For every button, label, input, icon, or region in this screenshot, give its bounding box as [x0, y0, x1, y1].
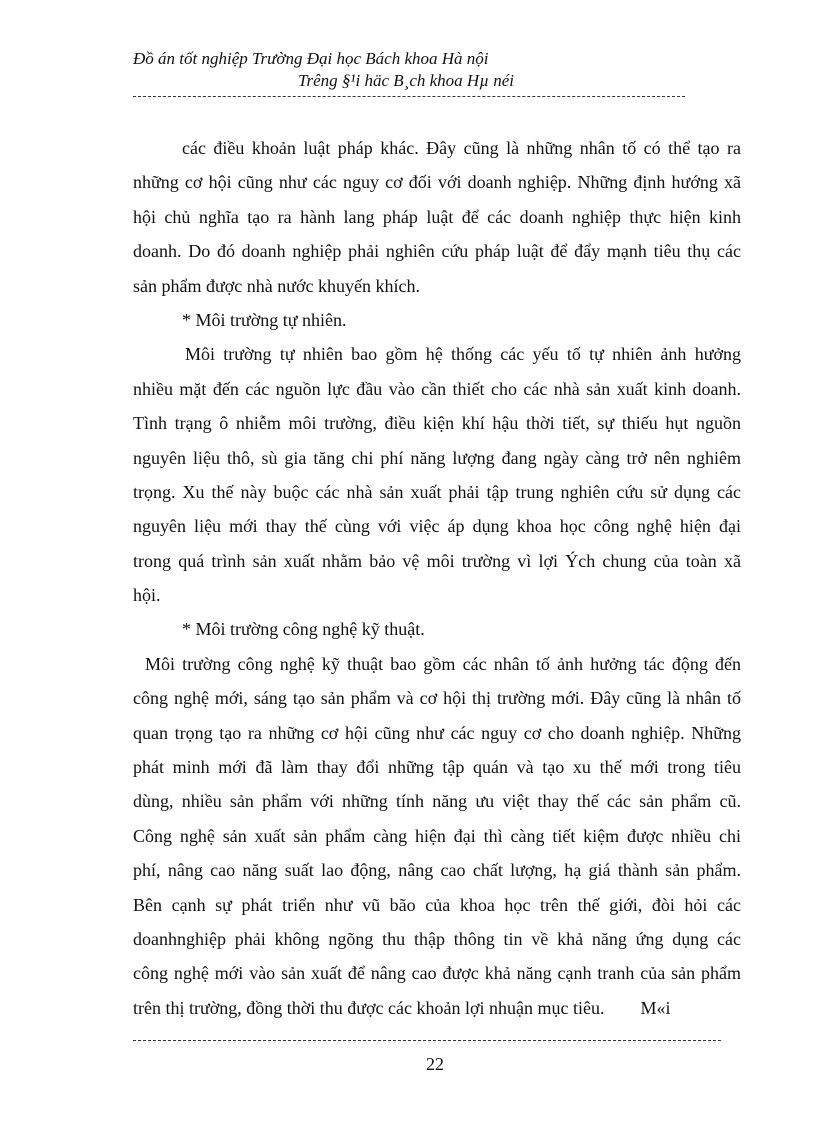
header-title-garbled: Trêng §¹i häc B¸ch khoa Hµ néi [298, 71, 515, 90]
text-line: Môi trường tự nhiên bao gồm hệ thống các yếu tố tự nhiên ảnh hưởng [185, 344, 741, 365]
text-line: phí, nâng cao năng suất lao động, nâng cao chất lượng, hạ giá thành sản phẩm. [133, 860, 741, 881]
text-line: sản phẩm được nhà nước khuyến khích. [133, 275, 420, 296]
text-line: công nghệ mới vào sản xuất để nâng cao được khả năng cạnh tranh của sản phẩm [133, 963, 741, 984]
text-line: công nghệ mới, sáng tạo sản phẩm và cơ hội thị trường mới. Đây cũng là nhân tố [133, 688, 741, 709]
text-line: nguyên liệu mới thay thế cùng với việc áp dụng khoa học công nghệ hiện đại [133, 516, 741, 537]
text-line: doanh. Do đó doanh nghiệp phải nghiên cứu pháp luật để đẩy mạnh tiêu thụ các [133, 241, 741, 262]
section-heading: * Môi trường tự nhiên. [182, 309, 347, 330]
text-line: Tình trạng ô nhiễm môi trường, điều kiện khí hậu thời tiết, sự thiếu hụt nguồn [133, 413, 741, 434]
text-line: nguyên liệu thô, sù gia tăng chi phí năng lượng đang ngày càng trở nên nghiêm [133, 447, 741, 468]
text-line: nhiều mặt đến các nguồn lực đầu vào cần thiết cho các nhà sản xuất kinh doanh. [133, 378, 741, 399]
text-line: dùng, nhiều sản phẩm với những tính năng ưu việt thay thế các sản phẩm cũ. [133, 791, 741, 812]
header-divider [133, 96, 685, 97]
text-line: Môi trường công nghệ kỹ thuật bao gồm các nhân tố ảnh hưởng tác động đến [145, 653, 741, 674]
running-header [133, 48, 693, 92]
text-line: các điều khoản luật pháp khác. Đây cũng là những nhân tố có thể tạo ra [182, 138, 741, 158]
text-line: quan trọng tạo ra những cơ hội cũng như các nguy cơ cho doanh nghiệp. Những [133, 722, 741, 743]
body-text [133, 131, 741, 1025]
page-number: 22 [426, 1054, 444, 1074]
header-title: Đồ án tốt nghiệp Trường Đại học Bách khoa Hà nội [133, 49, 489, 68]
text-line: hội. [133, 585, 161, 606]
footer-divider [133, 1040, 721, 1041]
text-line: trên thị trường, đồng thời thu được các khoản lợi nhuận mục tiêu. M«i [133, 997, 671, 1018]
text-line: hội chủ nghĩa tạo ra hành lang pháp luật để các doanh nghiệp thực hiện kinh [133, 206, 741, 227]
text-line: trong quá trình sản xuất nhằm bảo vệ môi trường vì lợi Ých chung của toàn xã [133, 550, 741, 571]
section-heading: * Môi trường công nghệ kỹ thuật. [182, 619, 425, 640]
text-line: phát minh mới đã làm thay đổi những tập quán và tạo xu thế mới trong tiêu [133, 757, 741, 778]
text-line: những cơ hội cũng như các nguy cơ đối với doanh nghiệp. Những định hướng xã [133, 172, 741, 193]
text-line: trọng. Xu thế này buộc các nhà sản xuất phải tập trung nghiên cứu sử dụng các [133, 481, 741, 502]
text-line: Bên cạnh sự phát triển như vũ bão của khoa học trên thế giới, đòi hỏi các [133, 894, 741, 915]
text-line: Công nghệ sản xuất sản phẩm càng hiện đại thì càng tiết kiệm được nhiều chi [133, 825, 741, 846]
text-line: doanhnghiệp phải không ngõng thu thập thông tin về khả năng ứng dụng các [133, 928, 741, 949]
